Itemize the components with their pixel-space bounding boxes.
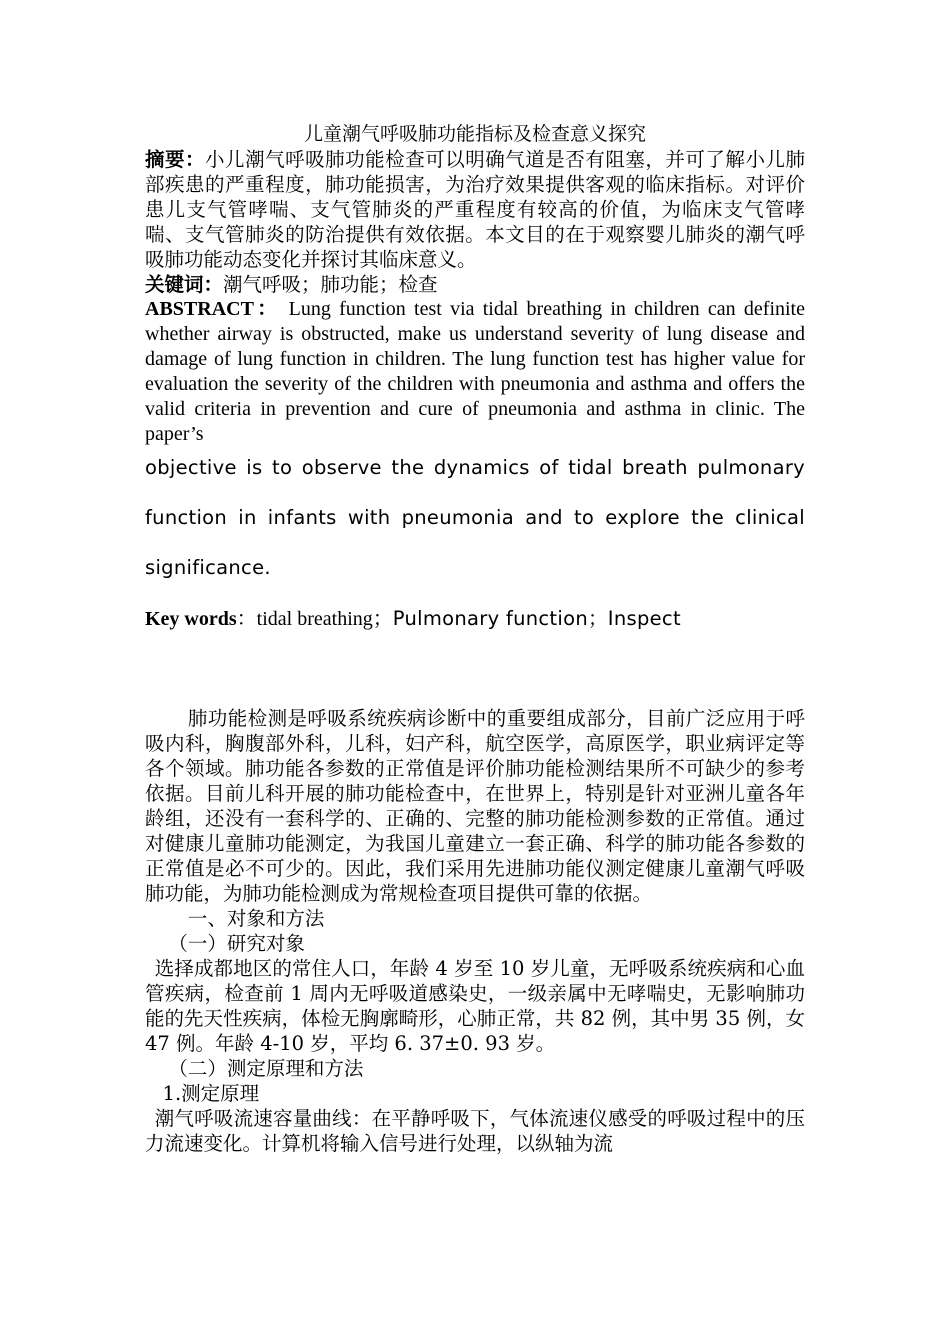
subjects-paragraph: 选择成都地区的常住人口，年龄 4 岁至 10 岁儿童，无呼吸系统疾病和心血管疾病，检查前 1 周内无呼吸道感染史，一级亲属中无哮喘史，无影响肺功能的先天性疾病，体检无胸廓畸形，心肺正常，共 82 例，其中男 35 例，女 47 例。年龄 4-10 岁，平均 6. 37±0. 93 岁。	[145, 957, 805, 1055]
keywords-cn	[145, 272, 805, 297]
section-heading-methods: 一、对象和方法	[187, 907, 325, 930]
spacer	[145, 632, 805, 706]
keywords-cn-label: 关键词：	[145, 273, 224, 296]
keywords-en-colon: ：	[236, 608, 257, 630]
principle-paragraph: 潮气呼吸流速容量曲线：在平静呼吸下，气体流速仪感受的呼吸过程中的压力流速变化。计算机将输入信号进行处理，以纵轴为流	[145, 1107, 805, 1155]
subsection-heading-subjects: （一）研究对象	[168, 932, 305, 955]
abstract-en	[145, 297, 805, 447]
page-title: 儿童潮气呼吸肺功能指标及检查意义探究	[303, 123, 646, 145]
keywords-en-term1: tidal breathing；	[256, 608, 393, 630]
abstract-cn-label: 摘要：	[145, 148, 206, 171]
keywords-cn-text: 潮气呼吸；肺功能；检查	[223, 273, 438, 296]
abstract-en-continued	[145, 443, 805, 593]
abstract-en-text-sans: objective is to observe the dynamics of tidal breath pulmonary function in infants with pneumonia and to explore the clinical significance.	[145, 456, 805, 579]
abstract-cn-text: 小儿潮气呼吸肺功能检查可以明确气道是否有阻塞，并可了解小儿肺部疾患的严重程度，肺功能损害，为治疗效果提供客观的临床指标。对评价患儿支气管哮喘、支气管肺炎的严重程度有较高的价值，为临床支气管哮喘、支气管肺炎的防治提供有效依据。本文目的在于观察婴儿肺炎的潮气呼吸肺功能动态变化并探讨其临床意义。	[145, 148, 805, 271]
intro-paragraph: 肺功能检测是呼吸系统疾病诊断中的重要组成部分，目前广泛应用于呼吸内科，胸腹部外科，儿科，妇产科，航空医学，高原医学，职业病评定等各个领域。肺功能各参数的正常值是评价肺功能检测结果所不可缺少的参考依据。目前儿科开展的肺功能检查中，在世界上，特别是针对亚洲儿童各年龄组，还没有一套科学的、正确的、完整的肺功能检测参数的正常值。通过对健康儿童肺功能测定，为我国儿童建立一套正确、科学的肺功能各参数的正常值是必不可少的。因此，我们采用先进肺功能仪测定健康儿童潮气呼吸肺功能，为肺功能检测成为常规检查项目提供可靠的依据。	[145, 707, 805, 905]
keywords-en-term2: Pulmonary function；Inspect	[392, 607, 681, 630]
subsection-heading-principle: （二）测定原理和方法	[168, 1057, 364, 1080]
abstract-cn	[145, 147, 805, 272]
item-heading-principle: 1.测定原理	[162, 1082, 260, 1105]
abstract-en-text-serif: Lung function test via tidal breathing in children can definite whether airway is obstructed, make us understand severity of lung disease and damage of lung function in children. The lung function test has higher value for evaluation the severity of the children with pneumonia and asthma and offers the valid criteria in prevention and cure of pneumonia and asthma in clinic. The paper’s	[145, 298, 805, 445]
keywords-en	[145, 606, 805, 632]
keywords-en-label: Key words	[145, 608, 237, 630]
abstract-en-label: ABSTRACT：	[145, 298, 281, 320]
document-page	[145, 122, 805, 1156]
